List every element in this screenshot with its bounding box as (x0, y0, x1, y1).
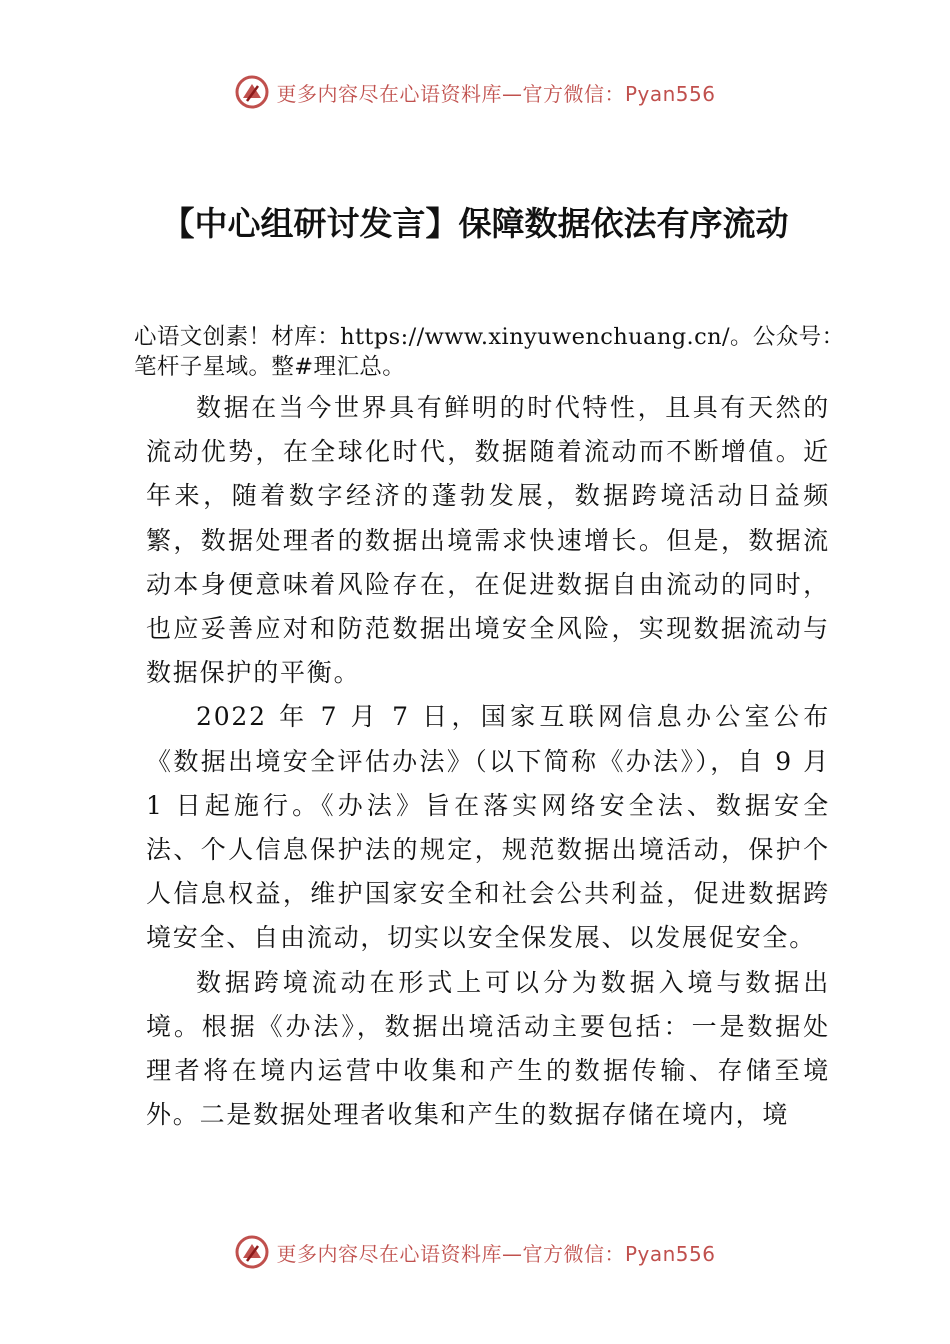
banner-text: 更多内容尽在心语资料库—官方微信：Pyan556 (276, 81, 716, 106)
paragraph: 2022 年 7 月 7 日，国家互联网信息办公室公布《数据出境安全评估办法》（以下简称《办法》），自 9 月 1 日起施行。《办法》旨在落实网络安全法、数据安全法、个人信息保护法的规定，规范数据出境活动，保护个人信息权益，维护国家安全和社会公共利益，促进数据跨境安全、自由流动，切实以安全保发展、以发展促安全。 (146, 702, 830, 953)
paragraph: 数据跨境流动在形式上可以分为数据入境与数据出境。根据《办法》，数据出境活动主要包括：一是数据处理者将在境内运营中收集和产生的数据传输、存储至境外。二是数据处理者收集和产生的数据存储在境内，境 (146, 967, 830, 1130)
document-title: 【中心组研讨发言】保障数据依法有序流动 (161, 204, 789, 243)
paragraph: 数据在当今世界具有鲜明的时代特性，且具有天然的流动优势，在全球化时代，数据随着流动而不断增值。近年来，随着数字经济的蓬勃发展，数据跨境活动日益频繁，数据处理者的数据出境需求快速增长。但是，数据流动本身便意味着风险存在，在促进数据自由流动的同时，也应妥善应对和防范数据出境安全风险，实现数据流动与数据保护的平衡。 (146, 393, 830, 688)
footer-banner (0, 1232, 950, 1272)
brand-logo-icon (234, 1234, 270, 1270)
source-note: 心语文创素！材库：https://www.xinyuwenchuang.cn/。公众号：笔杆子星域。整#理汇总。 (134, 324, 845, 380)
brand-logo-icon (234, 74, 270, 110)
header-banner (0, 72, 950, 112)
document-body (146, 386, 830, 1137)
banner-text: 更多内容尽在心语资料库—官方微信：Pyan556 (276, 1241, 716, 1266)
